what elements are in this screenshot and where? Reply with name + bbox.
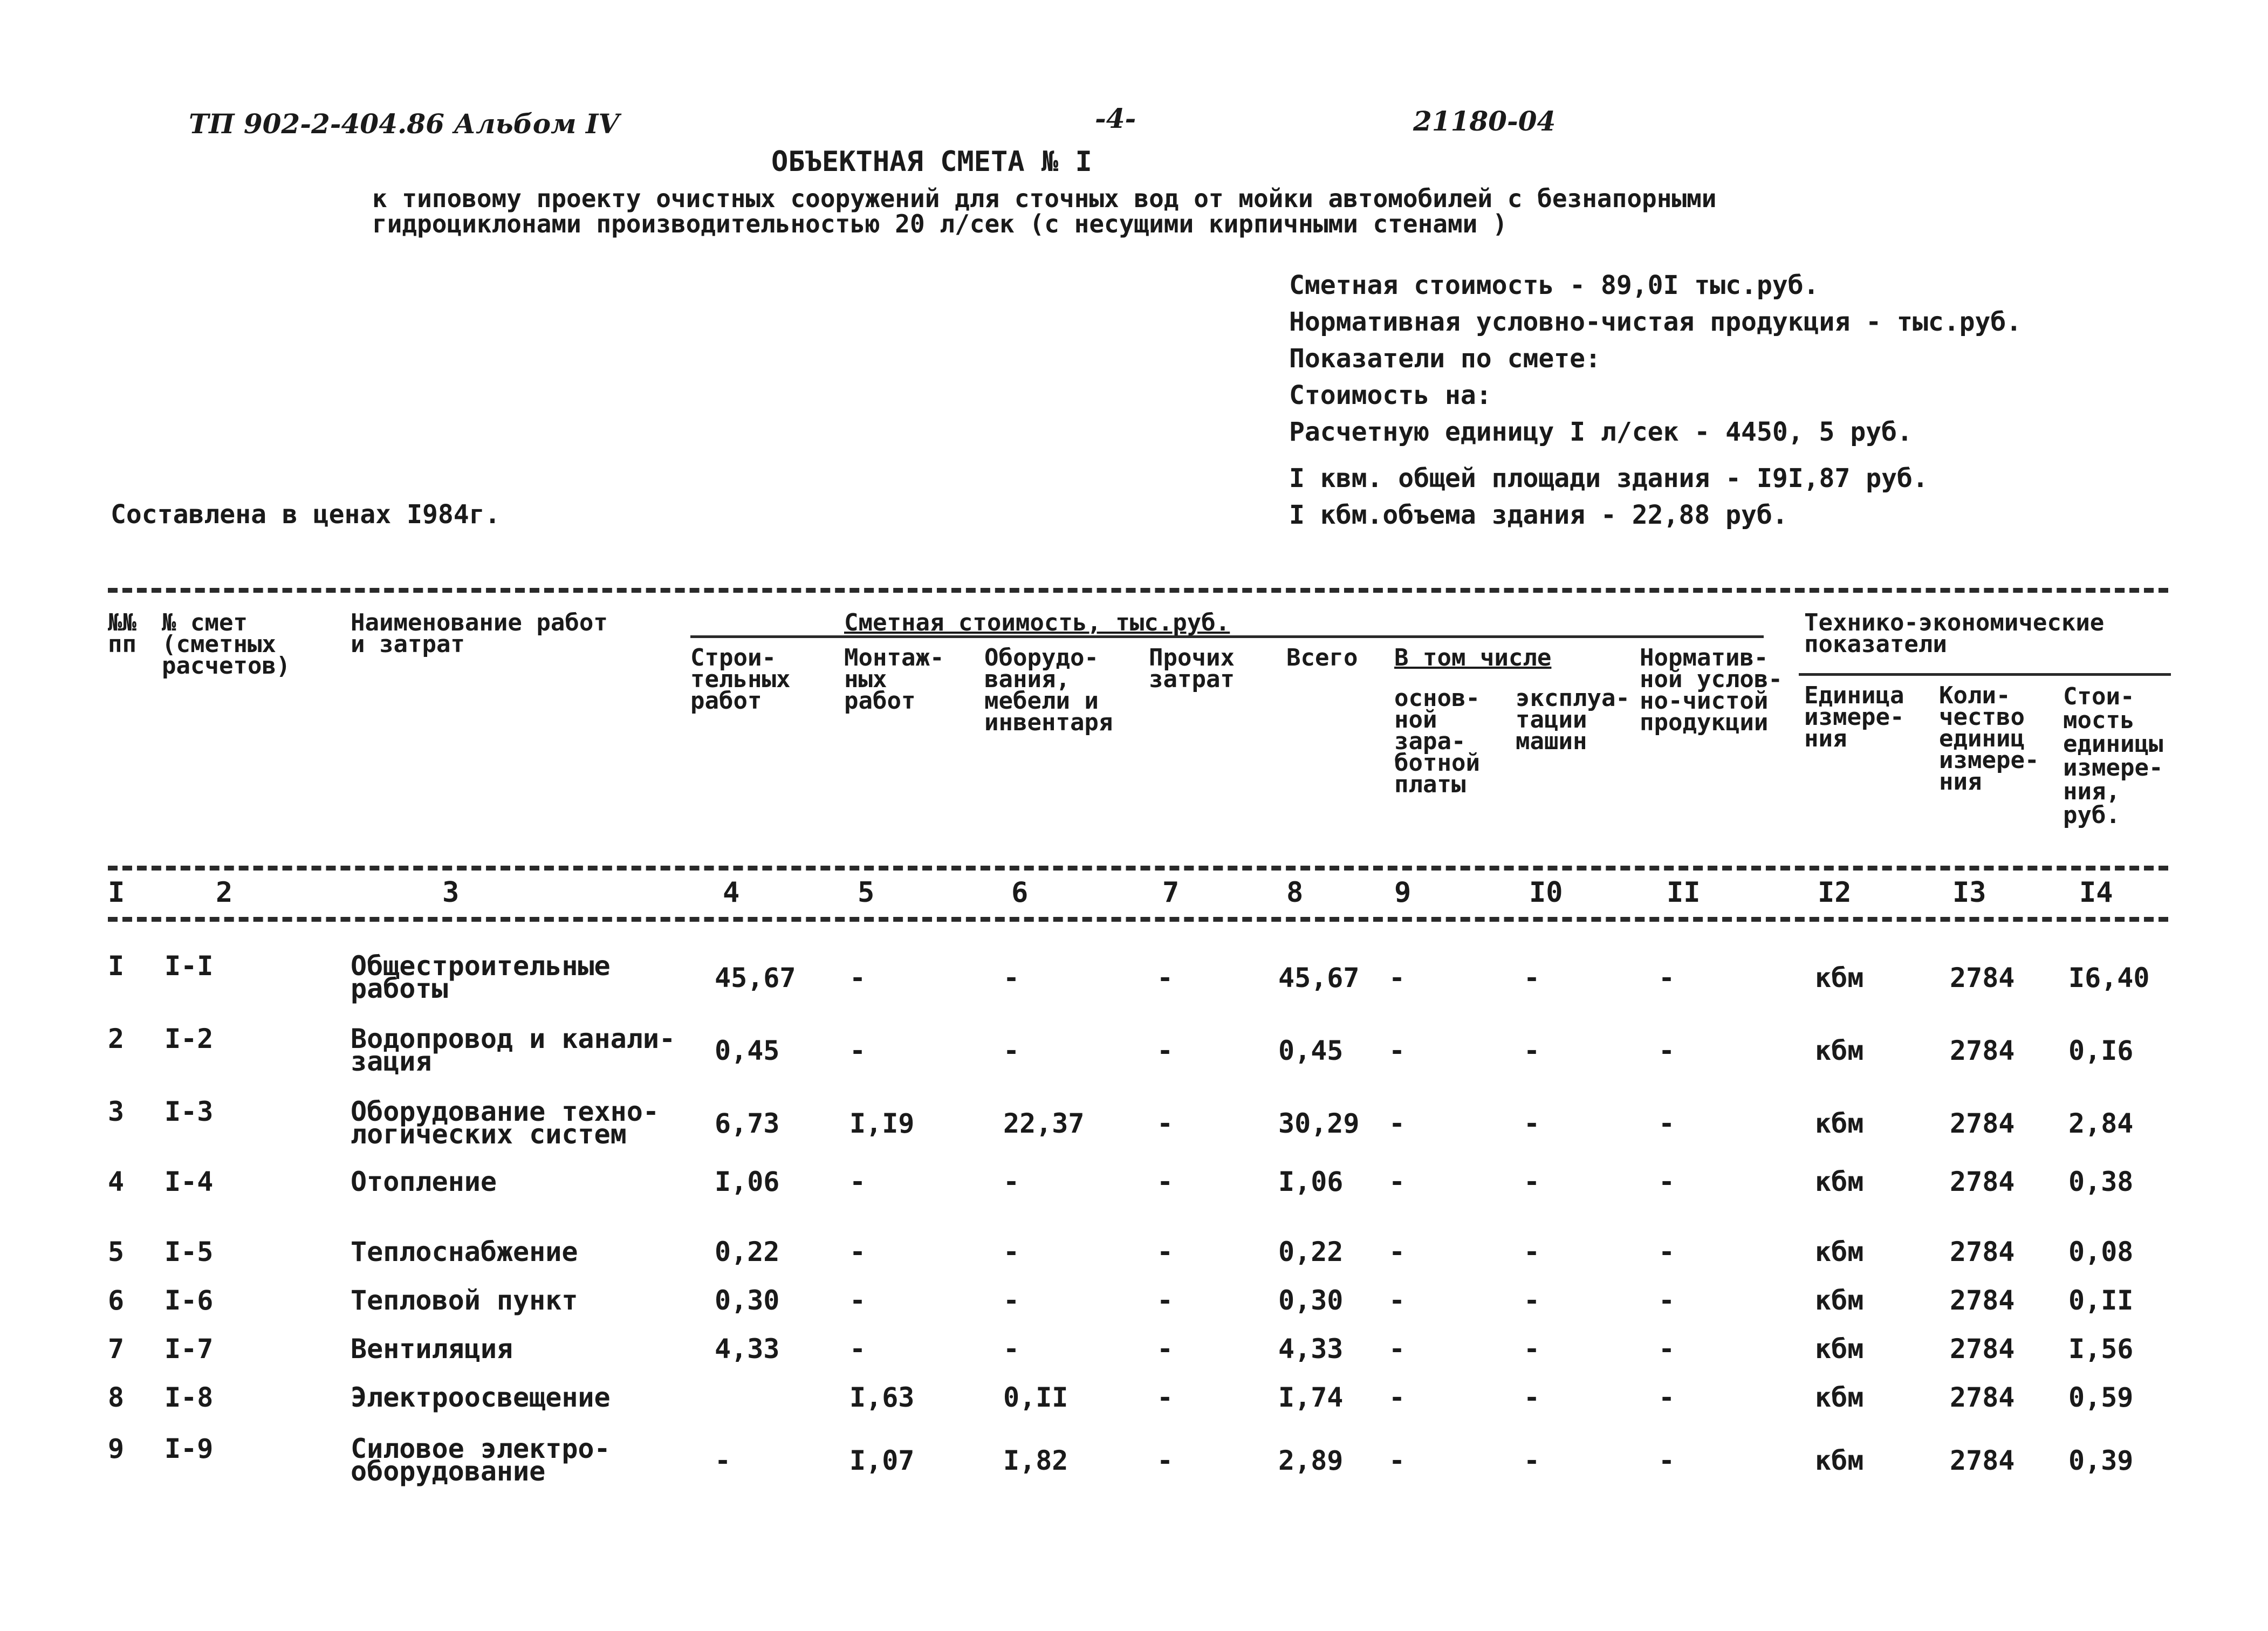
cell-estimate-number: I-7: [165, 1333, 214, 1365]
cell-estimate-number: I-2: [165, 1023, 214, 1054]
cell-installation: I,I9: [849, 1108, 915, 1139]
cell-estimate-number: I-5: [165, 1236, 214, 1267]
cell-total: 0,45: [1278, 1035, 1344, 1066]
header-unit: Единица измере- ния: [1804, 682, 1904, 752]
cell-quantity: 2784: [1950, 1445, 2015, 1476]
cell-construction: 0,45: [715, 1035, 780, 1066]
cell-unit: кбм: [1815, 1035, 1864, 1066]
header-machines: эксплуа- тации машин: [1516, 684, 1630, 755]
cell-work-name: Теплоснабжение: [351, 1236, 578, 1267]
cell-normative: -: [1659, 1445, 1675, 1476]
estimate-cost: Сметная стоимость - 89,0I тыс.руб.: [1289, 270, 1819, 300]
header-cost-group: Сметная стоимость, тыс.руб.: [844, 609, 1230, 636]
cell-normative: -: [1659, 1333, 1675, 1365]
col-number: I0: [1529, 876, 1563, 909]
cell-installation: -: [849, 962, 866, 993]
cell-work-name: Тепловой пункт: [351, 1285, 578, 1316]
cell-installation: -: [849, 1166, 866, 1197]
cell-row-number: 2: [108, 1023, 125, 1054]
cell-normative: -: [1659, 1285, 1675, 1316]
cell-machines: -: [1524, 1108, 1540, 1139]
cell-unit: кбм: [1815, 1108, 1864, 1139]
cell-other: -: [1157, 1035, 1174, 1066]
cell-quantity: 2784: [1950, 962, 2015, 993]
cell-construction: 6,73: [715, 1108, 780, 1139]
col-number: I: [108, 876, 125, 909]
cell-equipment: I,82: [1003, 1445, 1068, 1476]
header-installation: Монтаж- ных работ: [844, 644, 944, 715]
cell-construction: 4,33: [715, 1333, 780, 1365]
cell-wages: -: [1389, 1035, 1406, 1066]
cell-wages: -: [1389, 1285, 1406, 1316]
cell-row-number: 7: [108, 1333, 125, 1365]
cell-total: 2,89: [1278, 1445, 1344, 1476]
cell-estimate-number: I-9: [165, 1433, 214, 1464]
cell-row-number: 6: [108, 1285, 125, 1316]
cell-other: -: [1157, 962, 1174, 993]
cell-wages: -: [1389, 962, 1406, 993]
cell-quantity: 2784: [1950, 1333, 2015, 1365]
cell-wages: -: [1389, 1382, 1406, 1413]
cell-normative: -: [1659, 1382, 1675, 1413]
subtitle-line-2: гидроциклонами производительностью 20 л/сек (с несущими кирпичными стенами ): [372, 209, 1508, 238]
document-title: ОБЪЕКТНАЯ СМЕТА № I: [771, 146, 1092, 178]
cell-other: -: [1157, 1108, 1174, 1139]
page-number: -4-: [1095, 102, 1136, 134]
cell-other: -: [1157, 1285, 1174, 1316]
header-construction: Строи- тельных работ: [690, 644, 791, 715]
cell-equipment: -: [1003, 1236, 1020, 1267]
col-number: 4: [723, 876, 740, 909]
col-number: 8: [1286, 876, 1304, 909]
col-number: 5: [858, 876, 875, 909]
document-code: 21180-04: [1413, 105, 1556, 137]
cell-work-name: Оборудование техно- логических систем: [351, 1096, 659, 1150]
cell-equipment: -: [1003, 1166, 1020, 1197]
col-number: 7: [1162, 876, 1180, 909]
cell-work-name: Вентиляция: [351, 1333, 513, 1365]
cell-normative: -: [1659, 1166, 1675, 1197]
cell-row-number: I: [108, 950, 125, 982]
cell-work-name: Общестроительные работы: [351, 950, 611, 1004]
cell-unit: кбм: [1815, 1445, 1864, 1476]
cell-other: -: [1157, 1445, 1174, 1476]
cell-work-name: Силовое электро- оборудование: [351, 1433, 611, 1487]
cell-unit-cost: I,56: [2068, 1333, 2134, 1365]
cell-installation: I,63: [849, 1382, 915, 1413]
col-number: 3: [442, 876, 460, 909]
header-row-number: №№ пп: [108, 609, 136, 658]
cell-row-number: 5: [108, 1236, 125, 1267]
cell-total: 45,67: [1278, 962, 1360, 993]
header-bottom-rule: [108, 866, 2168, 871]
cell-machines: -: [1524, 1382, 1540, 1413]
cost-per-label: Стоимость на:: [1289, 380, 1492, 410]
cell-total: 0,22: [1278, 1236, 1344, 1267]
cell-other: -: [1157, 1382, 1174, 1413]
cell-construction: I,06: [715, 1166, 780, 1197]
col-number: I2: [1818, 876, 1852, 909]
cell-machines: -: [1524, 1333, 1540, 1365]
cell-other: -: [1157, 1333, 1174, 1365]
col-number: 9: [1394, 876, 1411, 909]
cell-normative: -: [1659, 1108, 1675, 1139]
cell-row-number: 8: [108, 1382, 125, 1413]
cell-quantity: 2784: [1950, 1035, 2015, 1066]
cell-quantity: 2784: [1950, 1236, 2015, 1267]
col-number: I3: [1952, 876, 1986, 909]
cell-unit: кбм: [1815, 1333, 1864, 1365]
cell-total: I,06: [1278, 1166, 1344, 1197]
cell-wages: -: [1389, 1445, 1406, 1476]
area-cost: I квм. общей площади здания - I9I,87 руб.: [1289, 463, 1928, 494]
cell-unit-cost: 0,I6: [2068, 1035, 2134, 1066]
cell-quantity: 2784: [1950, 1285, 2015, 1316]
subtitle-line-1: к типовому проекту очистных сооружений для сточных вод от мойки автомобилей с безнапорными: [372, 184, 1717, 213]
cell-unit-cost: 0,59: [2068, 1382, 2134, 1413]
cell-total: 4,33: [1278, 1333, 1344, 1365]
cell-machines: -: [1524, 1035, 1540, 1066]
cell-construction: 0,22: [715, 1236, 780, 1267]
cell-unit-cost: 0,08: [2068, 1236, 2134, 1267]
cell-equipment: 0,II: [1003, 1382, 1068, 1413]
cell-estimate-number: I-6: [165, 1285, 214, 1316]
header-quantity: Коли- чество единиц измере- ния: [1939, 682, 2039, 796]
cell-normative: -: [1659, 1035, 1675, 1066]
cell-construction: 45,67: [715, 962, 796, 993]
cell-work-name: Водопровод и канали- зация: [351, 1023, 676, 1077]
cell-wages: -: [1389, 1108, 1406, 1139]
cell-estimate-number: I-I: [165, 950, 214, 982]
cell-equipment: -: [1003, 1035, 1020, 1066]
cell-unit-cost: 0,38: [2068, 1166, 2134, 1197]
header-tech-group: Технико-экономические показатели: [1804, 609, 2105, 658]
project-code: ТП 902-2-404.86 Альбом IV: [189, 108, 620, 140]
header-work-name: Наименование работ и затрат: [351, 609, 608, 658]
cell-unit-cost: I6,40: [2068, 962, 2150, 993]
cell-unit-cost: 2,84: [2068, 1108, 2134, 1139]
cell-machines: -: [1524, 1285, 1540, 1316]
cell-unit: кбм: [1815, 1236, 1864, 1267]
cell-total: 30,29: [1278, 1108, 1360, 1139]
cell-total: 0,30: [1278, 1285, 1344, 1316]
header-estimate-number: № смет (сметных расчетов): [162, 609, 291, 680]
header-including: В том числе: [1394, 644, 1552, 671]
col-number: I4: [2079, 876, 2113, 909]
cell-normative: -: [1659, 962, 1675, 993]
cell-construction: -: [715, 1445, 731, 1476]
header-unit-cost: Стои- мость единицы измере- ния, руб.: [2063, 683, 2163, 829]
indicators-label: Показатели по смете:: [1289, 344, 1601, 374]
cell-quantity: 2784: [1950, 1108, 2015, 1139]
cell-installation: -: [849, 1236, 866, 1267]
cell-normative: -: [1659, 1236, 1675, 1267]
cell-row-number: 3: [108, 1096, 125, 1127]
cell-wages: -: [1389, 1166, 1406, 1197]
header-equipment: Оборудо- вания, мебели и инвентаря: [984, 644, 1113, 736]
cell-unit: кбм: [1815, 1285, 1864, 1316]
cell-installation: I,07: [849, 1445, 915, 1476]
cell-row-number: 4: [108, 1166, 125, 1197]
estimate-summary: [1289, 267, 2022, 533]
volume-cost: I кбм.объема здания - 22,88 руб.: [1289, 500, 1788, 530]
cell-equipment: 22,37: [1003, 1108, 1085, 1139]
cell-work-name: Электроосвещение: [351, 1382, 611, 1413]
normative-product: Нормативная условно-чистая продукция - тыс.руб.: [1289, 307, 2022, 337]
cell-machines: -: [1524, 1166, 1540, 1197]
cell-installation: -: [849, 1035, 866, 1066]
cell-quantity: 2784: [1950, 1166, 2015, 1197]
tech-group-rule: [1799, 673, 2171, 676]
price-basis: Составлена в ценах I984г.: [111, 499, 501, 530]
table-top-rule: [108, 588, 2168, 593]
cell-equipment: -: [1003, 1285, 1020, 1316]
header-wages: основ- ной зара- ботной платы: [1394, 684, 1480, 798]
col-number: II: [1667, 876, 1701, 909]
cell-unit: кбм: [1815, 962, 1864, 993]
cell-wages: -: [1389, 1333, 1406, 1365]
cell-wages: -: [1389, 1236, 1406, 1267]
cell-machines: -: [1524, 1236, 1540, 1267]
cell-construction: 0,30: [715, 1285, 780, 1316]
cell-installation: -: [849, 1285, 866, 1316]
col-number: 2: [216, 876, 233, 909]
cell-row-number: 9: [108, 1433, 125, 1464]
cell-unit: кбм: [1815, 1382, 1864, 1413]
cell-estimate-number: I-8: [165, 1382, 214, 1413]
cell-machines: -: [1524, 962, 1540, 993]
cell-estimate-number: I-3: [165, 1096, 214, 1127]
cell-unit: кбм: [1815, 1166, 1864, 1197]
cell-other: -: [1157, 1166, 1174, 1197]
header-normative: Норматив- ной услов- но-чистой продукции: [1640, 644, 1783, 736]
cell-machines: -: [1524, 1445, 1540, 1476]
cell-equipment: -: [1003, 962, 1020, 993]
cell-equipment: -: [1003, 1333, 1020, 1365]
cell-unit-cost: 0,39: [2068, 1445, 2134, 1476]
cell-work-name: Отопление: [351, 1166, 497, 1197]
cell-unit-cost: 0,II: [2068, 1285, 2134, 1316]
cell-total: I,74: [1278, 1382, 1344, 1413]
col-number: 6: [1011, 876, 1029, 909]
cell-other: -: [1157, 1236, 1174, 1267]
cell-installation: -: [849, 1333, 866, 1365]
header-total: Всего: [1286, 644, 1358, 671]
column-numbers-rule: [108, 917, 2168, 922]
unit-cost: Расчетную единицу I л/сек - 4450, 5 руб.: [1289, 417, 1913, 447]
header-other: Прочих затрат: [1149, 644, 1235, 693]
cell-estimate-number: I-4: [165, 1166, 214, 1197]
cell-quantity: 2784: [1950, 1382, 2015, 1413]
